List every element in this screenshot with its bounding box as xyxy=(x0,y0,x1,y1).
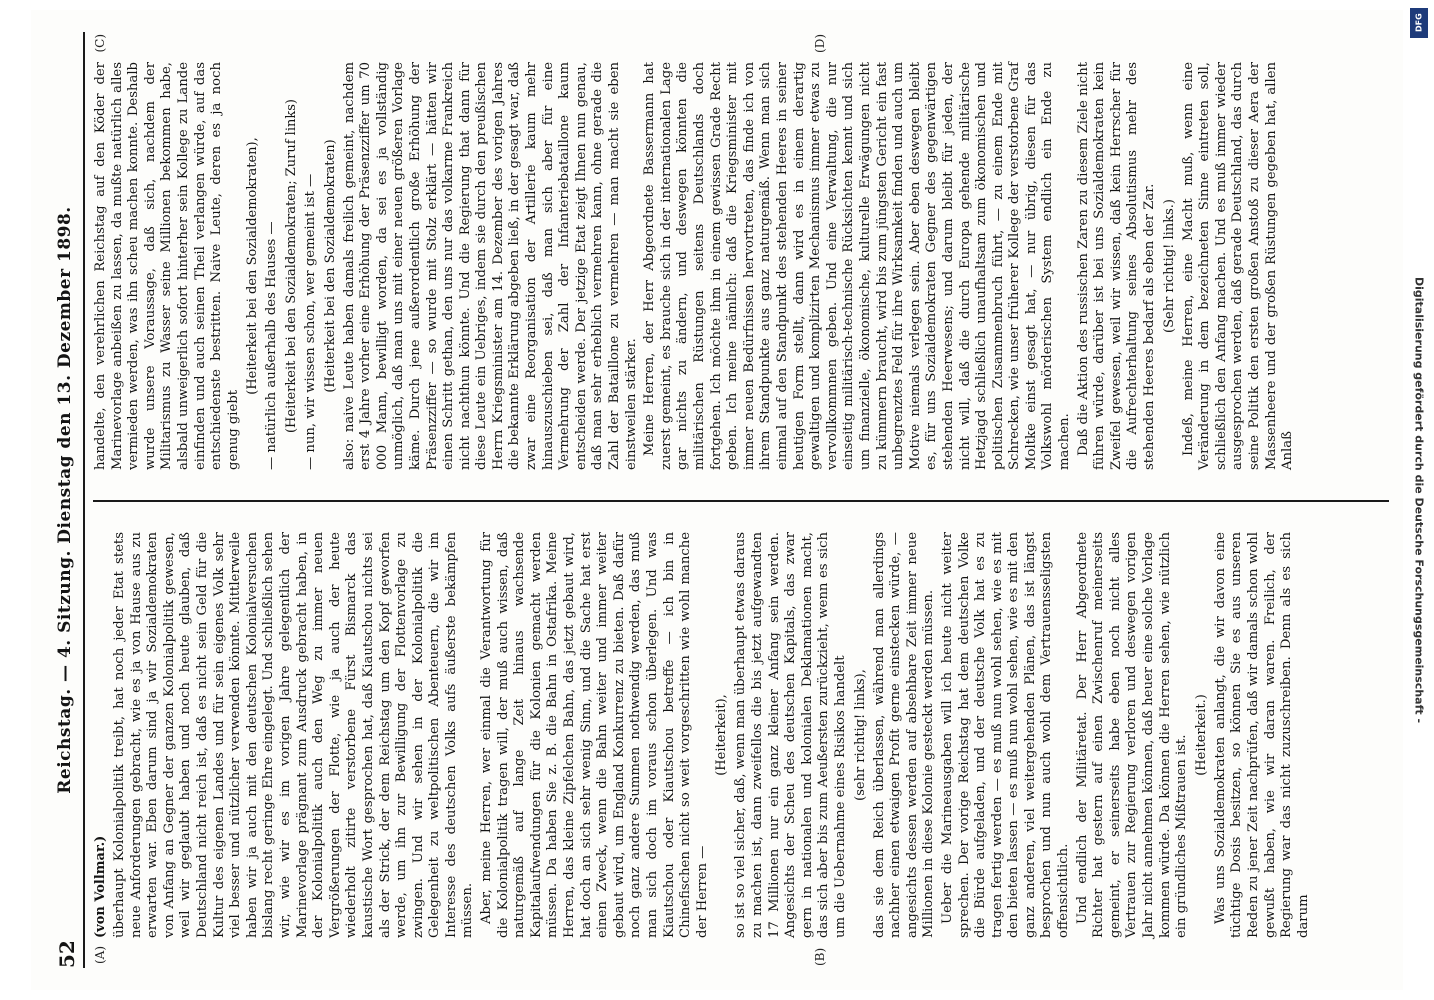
paragraph: Indeß, meine Herren, eine Macht muß, wenn eine Veränderung in dem bezeichneten Sinne eintreten soll, schließlich den Anfang machen. Und es muß immer wieder ausgesprochen werden, daß gerade Deutschland, das durch seine Politik den ersten großen Anstoß zu dieser Aera der Massenheere und der großen Rüstungen gegeben hat, allen Anlaß xyxy=(1180,62,1296,470)
page-header xyxy=(49,32,85,968)
margin-label-c: (C) xyxy=(93,34,107,53)
paragraph: Aber, meine Herren, wer einmal die Verantwortung für die Kolonialpolitik tragen will, der muß auch wissen, daß naturgemäß auf lange Zeit hinaus wachsende Kapitalaufwendungen für die Kolonien gemacht werden müssen. Da haben Sie z. B. die Bahn in Ostafrika. Meine Herren, das kleine Zipfelchen Bahn, das jetzt gebaut wird, hat doch an sich sehr wenig Sinn, und die Sache hat erst einen Zweck, wenn die Bahn weiter und immer weiter gebaut wird, um England Konkurrenz zu bieten. Daß dafür noch ganz andere Summen nothwendig werden, das muß man sich doch im voraus schon überlegen. Und was Kiautschou oder Kiautschou betreffe — ich bin in Chinefischen nicht so weit vorgeschritten wie wohl manche der Herren — xyxy=(479,532,710,938)
page-title: Reichstag. — 4. Sitzung. Dienstag den 13. Dezember 1898. xyxy=(55,206,75,794)
margin-label-b: (B) xyxy=(813,947,827,966)
text-columns xyxy=(93,32,1389,968)
paragraph: das sie dem Reich überlassen, während man allerdings nachher einen etwaigen Profit gerne einstecken würde, — angesichts dessen werden auf absehbare Zeit immer neue Millionen in diese Kolonie gesteckt werden müssen. xyxy=(871,532,937,938)
margin-label-a: (A) xyxy=(93,945,107,964)
audience-reaction: (Sehr richtig! links.) xyxy=(1161,199,1177,333)
paragraph: Ueber die Marineausgaben will ich heute nicht weiter sprechen. Der vorige Reichstag hat dem deutschen Volke die Bürde aufgeladen, und der deutsche Volk hat es zu tragen fertig werden — es muß nun wohl sehen, wie es mit den bieten lassen — es muß nun wohl sehen, wie es mit den ganz anderen, viel weitergehenden Plänen, das ist längst besprochen und nun auch wohl dem Vertrauensseligsten offensichtlich. xyxy=(939,532,1072,938)
paragraph: handelte, den verehrlichen Reichstag auf den Köder der Marinevorlage anbeißen zu lassen, da mußte natürlich alles vermieden werden, was ihn scheu machen konnte. Deshalb wurde unsere Voraussage, daß sich, nachdem der Militarismus zu Wasser seine Millionen bekommen habe, alsbald unweigerlich sofort hinterher sein Kollege zu Lande einfinden und auch seinen Theil verlangen würde, auf das entschiedenste bestritten. Naive Leute, deren es ja noch genug giebt xyxy=(93,62,241,470)
dfg-logo-icon: DFG xyxy=(1410,8,1428,38)
audience-reaction: (Heiterkeit), xyxy=(714,694,730,776)
digitization-watermark xyxy=(1404,0,1434,1000)
watermark-text: Digitalisierung gefördert durch die Deutsche Forschungsgemeinschaft - xyxy=(1412,276,1426,724)
paragraph: Meine Herren, der Herr Abgeordnete Bassermann hat zuerst gemeint, es brauche sich in der internationalen Lage gar nichts zu ändern, und deswegen könnten die militärischen Rüstungen seitens Deutschlands doch fortgehen. Ich möchte ihm in einem gewissen Grade Recht geben. Ich meine nämlich: daß die Kriegsminister mit immer neuen Bedürfnissen hervortreten, das finde ich von ihrem Standpunkte aus ganz naturgemäß. Wenn man sich einmal auf den Standpunkt des stehenden Heeres in seiner heutigen Form stellt, dann wird es in einem derartig gewaltigen und komplizirten Mechanismus immer etwas zu vervollkommnen geben. Und eine Verwaltung, die nur einseitig militärisch-technische Rücksichten kennt und sich um finanzielle, ökonomische, kulturelle Erwägungen nicht zu kümmern braucht, wird bis zum jüngsten Gericht ein fast unbegrenztes Feld für ihre Wirksamkeit finden und auch um Motive niemals verlegen sein. Aber eben deswegen bleibt es, für uns Sozialdemokraten Gegner des gegenwärtigen stehenden Heerwesens; und darum bleibt für jeden, der nicht will, daß die durch Europa gehende militärische Hetzjagd schließlich unaufhaltsam zum ökonomischen und politischen Zusammenbruch führt, — zu einem Ende mit Schrecken, wie unser früherer Kollege der verstorbene Graf Moltke einst gesagt hat, — nur übrig, diesen für das Volkswohl mörderischen System endlich ein Ende zu machen. xyxy=(642,62,1073,470)
audience-reaction: (Heiterkeit bei den Sozialdemokraten) xyxy=(322,139,338,393)
audience-reaction: (Heiterkeit.) xyxy=(1193,694,1209,776)
audience-reaction: (sehr richtig! links), xyxy=(852,669,868,801)
page-number: 52 xyxy=(55,940,79,968)
left-column xyxy=(93,500,1389,968)
paragraph: Was uns Sozialdemokraten anlangt, die wir davon eine tüchtige Dosis besitzen, so können Sie es aus unseren Reden zu jener Zeit nachprüfen, daß wir damals schon wohl gewußt haben, wie wir daran waren. Freilich, der Regierung war das nicht zuzuschreiben. Denn als es sich darum xyxy=(1212,532,1311,938)
document-page xyxy=(31,10,1403,990)
speaker-name: (von Vollmar.) xyxy=(93,835,108,938)
audience-reaction: (Heiterkeit bei den Sozialdemokraten; Zuruf links) xyxy=(283,99,299,434)
margin-label-d: (D) xyxy=(813,34,827,53)
paragraph: Und endlich der Militäretat. Der Herr Abgeordnete Richter hat gestern auf einen Zwischenruf meinerseits gemeint, er seinerseits habe eben noch nicht alles Vertrauen zur Regierung verloren und deswegen vorigen Jahr nicht annehmen können, daß heuer eine solche Vorlage kommen würde. Da können die Herren sehen, wie nützlich ein gründliches Mißtrauen ist. xyxy=(1074,532,1190,938)
paragraph: — nun, wir wissen schon, wer gemeint ist — xyxy=(302,173,318,470)
right-column xyxy=(93,32,1389,500)
audience-reaction: (Heiterkeit bei den Sozialdemokraten), xyxy=(245,137,261,395)
paragraph: so ist so viel sicher, daß, wenn man überhaupt etwas daraus zu machen ist, dann zweifellos die bis jetzt aufgewandten 17 Millionen nur ein ganz kleiner Anfang sein werden. Angesichts der Scheu des deutschen Kapitals, das zwar gern in nationalen und kolonialen Deklamationen macht, das sich aber bis zum Aeußersten zurückzieht, wenn es sich um die Uebernahme eines Risikos handelt xyxy=(733,532,848,938)
paragraph: Daß die Aktion des russischen Zaren zu diesem Ziele nicht führen würde, darüber ist bei uns Sozialdemokraten kein Zweifel gewesen, weil wir wissen, daß kein Herrscher für die Aufrechterhaltung seines Absolutismus mehr des stehenden Heeres bedarf als eben der Zar. xyxy=(1075,62,1158,470)
paragraph: also: naive Leute haben damals freilich gemeint, nachdem erst 4 Jahre vorher eine Erhöhung der Präsenzziffer um 70 000 Mann, bewilligt worden, da sei es ja vollständig unmöglich, daß man uns mit einer neuen größeren Vorlage käme. Durch jene außerordentlich große Erhöhung der Präsenzziffer — so wurde mit Stolz erklärt — hätten wir einen Schritt gethan, den uns nur das volkarme Frankreich nicht nachthun könnte. Und die Regierung that dann für diese Leute ein Uebriges, indem sie durch den preußischen Herrn Kriegsminister am 14. Dezember des vorigen Jahres die bekannte Erklärung abgeben ließ, in der gesagt war, daß zwar eine Reorganisation der Artillerie kaum mehr hinauszuschieben sei, daß man sich aber für eine Vermehrung der Zahl der Infanteriebataillone kaum entscheiden werde. Der jetzige Etat zeigt Ihnen nun genau, daß man sehr erheblich vermehren kann, ohne gerade die Zahl der Bataillone zu vermehren — man macht sie eben einstweilen stärker. xyxy=(341,62,639,470)
paragraph: überhaupt Kolonialpolitik treibt, hat noch jeder Etat stets neue Anforderungen gebracht, wie es ja von Hause aus zu erwarten war. Eben darum sind ja wir Sozialdemokraten von Anfang an Gegner der ganzen Kolonialpolitik gewesen, weil wir geglaubt haben und noch heute glauben, daß Deutschland nicht reich ist, daß es nicht sein Geld für die Kultur des eigenen Landes und für sein eigenes Volk sehr viel besser und nützlicher verwenden könnte. Mittlerweile haben wir ja auch mit den deutschen Kolonialversuchen bislang recht geringe Ehre eingelegt. Und schließlich sehen wir, wie wir es im vorigen Jahre gelegentlich der Marinevorlage prägnant zum Ausdruck gebracht haben, in der Kolonialpolitik auch den Weg zu immer neuen Vergrößerungen der Flotte, wie ja auch der heute wiederholt zitirte verstorbene Fürst Bismarck das kaustische Wort gesprochen hat, daß Kiautschou nichts sei als der Strick, der dem Reichstag um den Kopf geworfen werde, um ihn zur Bewilligung der Flottenvorlage zu zwingen. Und wir sehen in der Kolonialpolitik die Gelegenheit zu weltpolitischen Abenteuern, die wir im Interesse des deutschen Volks aufs äußerste bekämpfen müssen. xyxy=(112,532,476,938)
paragraph: — natürlich außerhalb des Hauses — xyxy=(264,221,280,470)
